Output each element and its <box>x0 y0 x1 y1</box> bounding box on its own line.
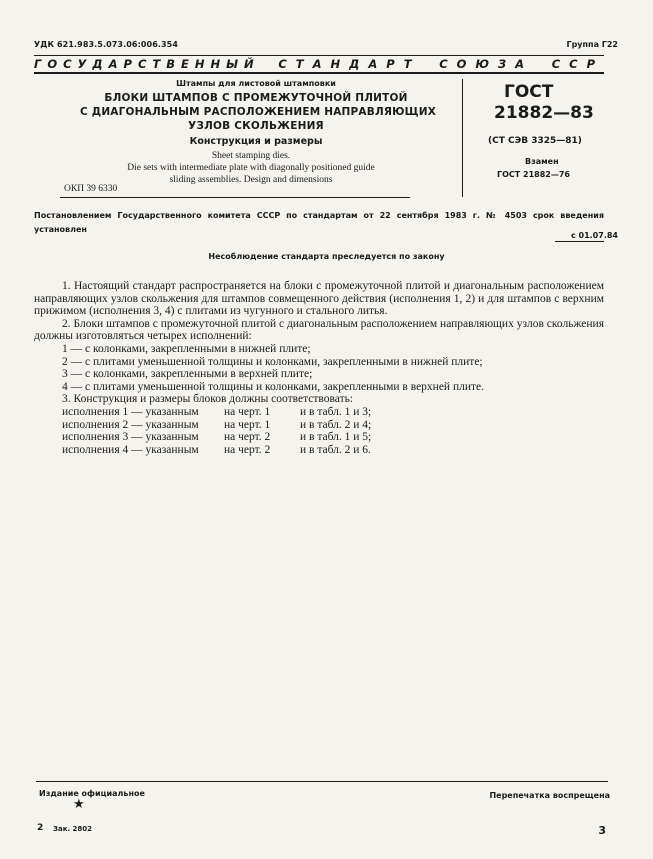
group-code: Группа Г22 <box>566 40 618 49</box>
english-line: Sheet stamping dies. <box>211 151 291 161</box>
order-number: Зак. 2802 <box>53 825 93 833</box>
ref-label: исполнения 4 — указанным <box>62 443 199 456</box>
english-line: Die sets with intermediate plate with diagonally positioned guide <box>127 163 375 173</box>
okp-code: ОКП 39 6330 <box>64 184 118 194</box>
replaces-label: Взамен <box>525 157 559 166</box>
replaces-standard: ГОСТ 21882—76 <box>497 170 570 179</box>
udk-code: УДК 621.983.5.073.06:006.354 <box>34 40 179 49</box>
ref-label: исполнения 1 — указанным <box>62 405 199 418</box>
paragraph-3: 3. Конструкция и размеры блоков должны соответствовать: <box>62 393 354 406</box>
title-small: Штампы для листовой штамповки <box>176 79 336 88</box>
okp-rule <box>60 197 410 198</box>
footer-rule <box>36 781 608 782</box>
banner-rule <box>34 72 604 74</box>
law-notice: Несоблюдение стандарта преследуется по закону <box>208 252 445 261</box>
page-number: 3 <box>598 824 606 837</box>
table-ref-row <box>34 431 604 444</box>
star-icon: ★ <box>73 797 85 812</box>
banner-word: ССР <box>551 57 604 71</box>
variant-item: 3 — с колонками, закрепленными в верхней плите; <box>62 368 313 381</box>
top-rule <box>34 55 604 56</box>
table-ref-row <box>34 406 604 419</box>
ref-tables: и в табл. 1 и 5; <box>300 431 372 444</box>
variant-item: 4 — с плитами уменьшенной толщины и колонками, закрепленными в верхней плите. <box>62 380 485 393</box>
title-block <box>80 79 437 147</box>
paragraph-1: 1. Настоящий стандарт распространяется на блоки с промежуточной плитой и диагональным расположением направляющих узлов скольжения для штампов совмещенного действия (исполнения 1, 2) и для штампов с верхним прижимом (исполнения 3, 4) с плитами из чугунного и стального литья. <box>34 280 604 318</box>
english-line: sliding assemblies. Design and dimensions <box>169 175 333 185</box>
banner-word: ГОСУДАРСТВЕННЫЙ <box>34 57 260 71</box>
ref-label: исполнения 2 — указанным <box>62 418 199 431</box>
ref-drawing: на черт. 2 <box>224 431 271 444</box>
variant-item: 2 — с плитами уменьшенной толщины и колонками, закрепленными в нижней плите; <box>62 355 483 368</box>
st-sev: (СТ СЭВ 3325—81) <box>488 136 582 146</box>
decree-date: с 01.07.84 <box>570 231 618 240</box>
decree-text <box>34 209 604 237</box>
table-ref-row <box>34 419 604 432</box>
ref-drawing: на черт. 2 <box>224 443 271 456</box>
ref-tables: и в табл. 2 и 6. <box>300 443 371 456</box>
title-line: С ДИАГОНАЛЬНЫМ РАСПОЛОЖЕНИЕМ НАПРАВЛЯЮЩИХ <box>80 106 437 118</box>
ref-drawing: на черт. 1 <box>224 405 271 418</box>
banner-word: СОЮЗА <box>439 57 534 71</box>
ref-tables: и в табл. 1 и 3; <box>300 405 372 418</box>
title-line: БЛОКИ ШТАМПОВ С ПРОМЕЖУТОЧНОЙ ПЛИТОЙ <box>104 92 408 104</box>
english-title <box>103 150 399 186</box>
state-standard-banner <box>34 57 604 71</box>
body-text <box>34 280 604 456</box>
gost-number: 21882—83 <box>494 103 594 123</box>
decree-sentence: Постановлением Государственного комитета СССР по стандартам от 22 сентября 1983 г. № 4503 срок введения установлен <box>34 211 604 234</box>
ref-label: исполнения 3 — указанным <box>62 431 199 444</box>
title-line: УЗЛОВ СКОЛЬЖЕНИЯ <box>188 120 324 132</box>
title-construction: Конструкция и размеры <box>189 136 323 147</box>
reprint-prohibited: Перепечатка воспрещена <box>489 791 610 800</box>
ref-drawing: на черт. 1 <box>224 418 271 431</box>
page-marker: 2 <box>37 823 44 833</box>
gost-divider <box>462 79 463 197</box>
official-edition: Издание официальное <box>39 789 145 798</box>
banner-word: СТАНДАРТ <box>278 57 421 71</box>
ref-tables: и в табл. 2 и 4; <box>300 418 372 431</box>
paragraph-2: 2. Блоки штампов с промежуточной плитой с диагональным расположением направляющих узлов скольжения должны изготовляться четырех исполнений: <box>34 317 604 343</box>
variant-item: 1 — с колонками, закрепленными в нижней плите; <box>62 342 311 355</box>
decree-rule <box>555 241 604 242</box>
table-ref-row <box>34 444 604 457</box>
gost-label: ГОСТ <box>504 82 554 102</box>
